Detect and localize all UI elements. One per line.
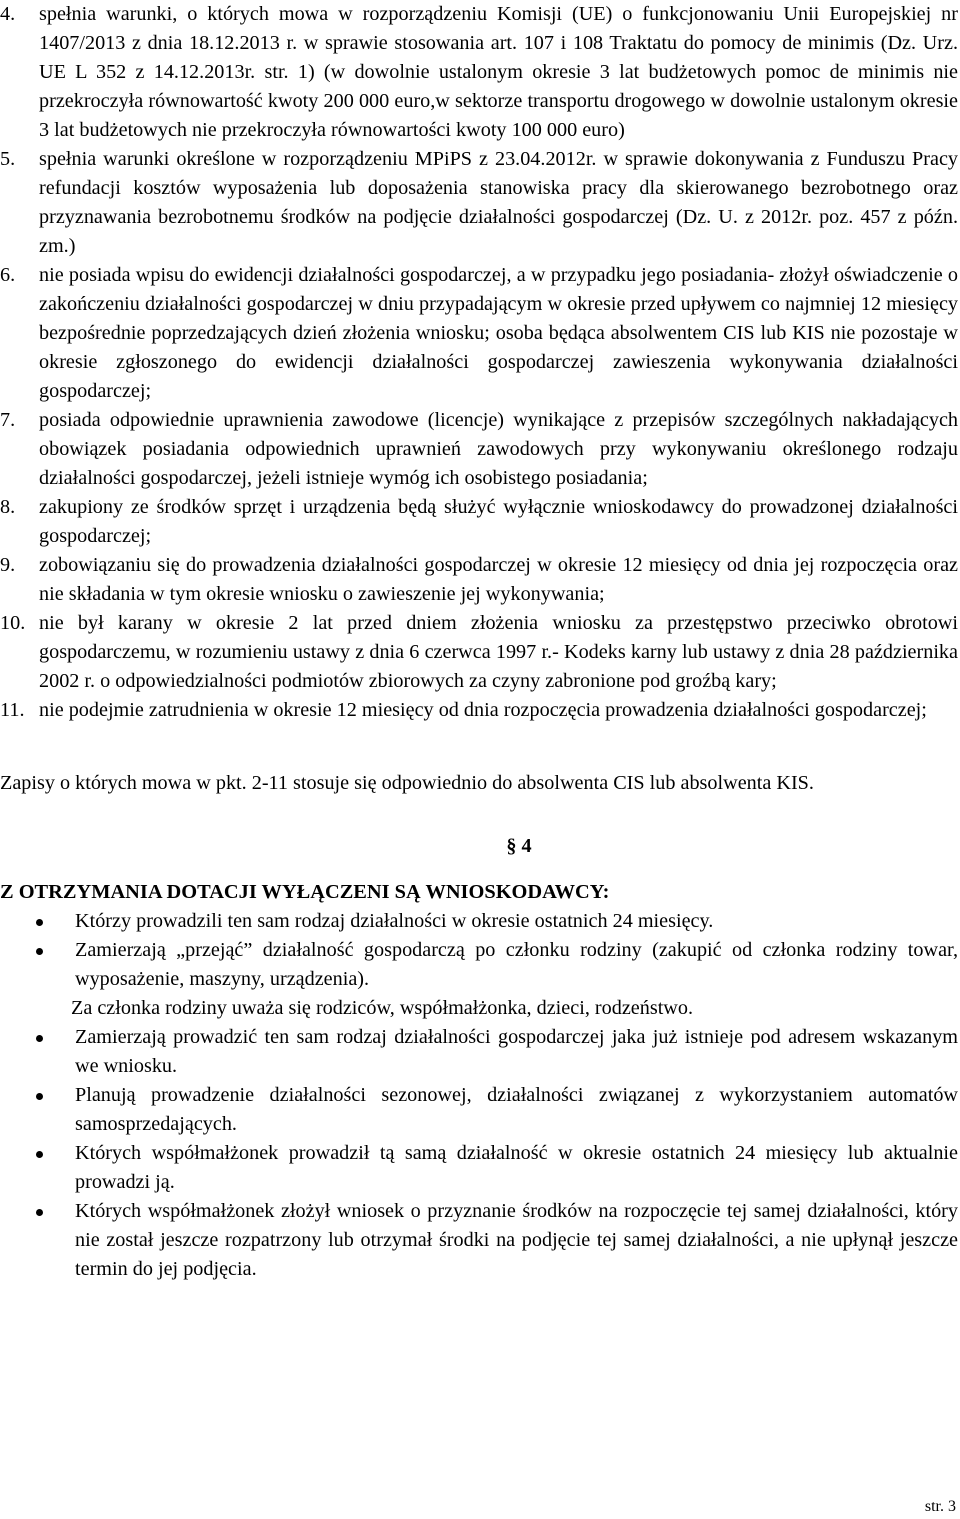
item-number: 11.	[0, 699, 25, 721]
requirements-list	[0, 0, 958, 725]
item-number: 7.	[0, 409, 16, 431]
bullet-item	[0, 1139, 958, 1197]
bullet-text: Planują prowadzenie działalności sezonowej, działalności związanej z wykorzystaniem automatów samosprzedających.	[75, 1084, 958, 1135]
bullet-icon	[36, 1035, 43, 1042]
item-text: posiada odpowiednie uprawnienia zawodowe (licencje) wynikające z przepisów szczególnych nakładających obowiązek posiadania odpowiednich uprawnień zawodowych przy wykonywaniu określonego rodzaju działalności gospodarczej, jeżeli istnieje wymóg ich osobistego posiadania;	[39, 409, 958, 489]
bullet-text: Których współmałżonek złożył wniosek o przyznanie środków na rozpoczęcie tej samej działalności, który nie został jeszcze rozpatrzony lub otrzymał środki na podjęcie tej samej działalności, a nie upłynął jeszcze termin do jej podjęcia.	[75, 1200, 958, 1280]
list-item	[0, 696, 958, 725]
bullet-icon	[36, 1209, 43, 1216]
bullet-text: Zamierzają prowadzić ten sam rodzaj działalności gospodarczej jaka już istnieje pod adresem wskazanym we wniosku.	[75, 1026, 958, 1077]
bullet-item	[0, 1023, 958, 1081]
list-item	[0, 0, 958, 145]
zapisy-paragraph: Zapisy o których mowa w pkt. 2-11 stosuje się odpowiednio do absolwenta CIS lub absolwenta KIS.	[0, 772, 814, 794]
item-number: 6.	[0, 264, 16, 286]
bullet-item	[0, 1081, 958, 1139]
bullet-icon	[36, 948, 43, 955]
item-number: 4.	[0, 3, 16, 25]
exclusions-list	[0, 907, 958, 1284]
bullet-item	[0, 907, 958, 936]
list-item	[0, 145, 958, 261]
bullet-text: Którzy prowadzili ten sam rodzaj działalności w okresie ostatnich 24 miesięcy.	[75, 910, 714, 932]
list-item	[0, 609, 958, 696]
bullet-item	[0, 936, 958, 1023]
list-item	[0, 261, 958, 406]
item-number: 8.	[0, 496, 16, 518]
bullet-text: Zamierzają „przejąć” działalność gospodarczą po członku rodziny (zakupić od członka rodziny towar, wyposażenie, maszyny, urządzenia).	[75, 939, 958, 990]
section-sign: § 4	[506, 835, 532, 857]
item-text: zakupiony ze środków sprzęt i urządzenia będą służyć wyłącznie wnioskodawcy do prowadzonej działalności gospodarczej;	[39, 496, 958, 547]
exclusions-heading: Z OTRZYMANIA DOTACJI WYŁĄCZENI SĄ WNIOSKODAWCY:	[0, 881, 610, 903]
item-text: nie podejmie zatrudnienia w okresie 12 miesięcy od dnia rozpoczęcia prowadzenia działalności gospodarczej;	[39, 699, 927, 721]
bullet-item	[0, 1197, 958, 1284]
bullet-note: Za członka rodziny uważa się rodziców, współmałżonka, dzieci, rodzeństwo.	[71, 997, 694, 1019]
item-text: nie posiada wpisu do ewidencji działalności gospodarczej, a w przypadku jego posiadania- złożył oświadczenie o zakończeniu działalności gospodarczej w dniu przypadającym w okresie przed upływem co najmniej 12 miesięcy bezpośrednie poprzedzających dzień złożenia wniosku; osoba będąca absolwentem CIS lub KIS nie pozostaje w okresie zgłoszonego do ewidencji działalności gospodarczej zawieszenia wykonywania działalności gospodarczej;	[39, 264, 958, 402]
item-text: spełnia warunki, o których mowa w rozporządzeniu Komisji (UE) o funkcjonowaniu Unii Europejskiej nr 1407/2013 z dnia 18.12.2013 r. w sprawie stosowania art. 107 i 108 Traktatu do pomocy de minimis (Dz. Urz. UE L 352 z 14.12.2013r. str. 1) (w dowolnie ustalonym okresie 3 lat budżetowych pomoc de minimis nie przekroczyła równowartość kwoty 200 000 euro,w sektorze transportu drogowego w dowolnie ustalonym okresie 3 lat budżetowych nie przekroczyła równowartości kwoty 100 000 euro)	[39, 3, 958, 141]
bullet-icon	[36, 919, 43, 926]
item-text: spełnia warunki określone w rozporządzeniu MPiPS z 23.04.2012r. w sprawie dokonywania z Funduszu Pracy refundacji kosztów wyposażenia lub doposażenia stanowiska pracy dla skierowanego bezrobotnego oraz przyznawania bezrobotnemu środków na podjęcie działalności gospodarczej (Dz. U. z 2012r. poz. 457 z późn. zm.)	[39, 148, 958, 257]
item-number: 5.	[0, 148, 16, 170]
list-item	[0, 406, 958, 493]
item-number: 10.	[0, 612, 26, 634]
item-text: zobowiązaniu się do prowadzenia działalności gospodarczej w okresie 12 miesięcy od dnia jej rozpoczęcia oraz nie składania w tym okresie wniosku o zawieszenie jej wykonywania;	[39, 554, 958, 605]
list-item	[0, 493, 958, 551]
bullet-icon	[36, 1151, 43, 1158]
item-text: nie był karany w okresie 2 lat przed dniem złożenia wniosku za przestępstwo przeciwko obrotowi gospodarczemu, w rozumieniu ustawy z dnia 6 czerwca 1997 r.- Kodeks karny lub ustawy z dnia 28 października 2002 r. o odpowiedzialności podmiotów zbiorowych za czyny zabronione pod groźbą kary;	[39, 612, 958, 692]
list-item	[0, 551, 958, 609]
page-number: str. 3	[924, 1498, 956, 1515]
bullet-text: Których współmałżonek prowadził tą samą działalność w okresie ostatnich 24 miesięcy lub aktualnie prowadzi ją.	[75, 1142, 958, 1193]
bullet-icon	[36, 1093, 43, 1100]
item-number: 9.	[0, 554, 16, 576]
